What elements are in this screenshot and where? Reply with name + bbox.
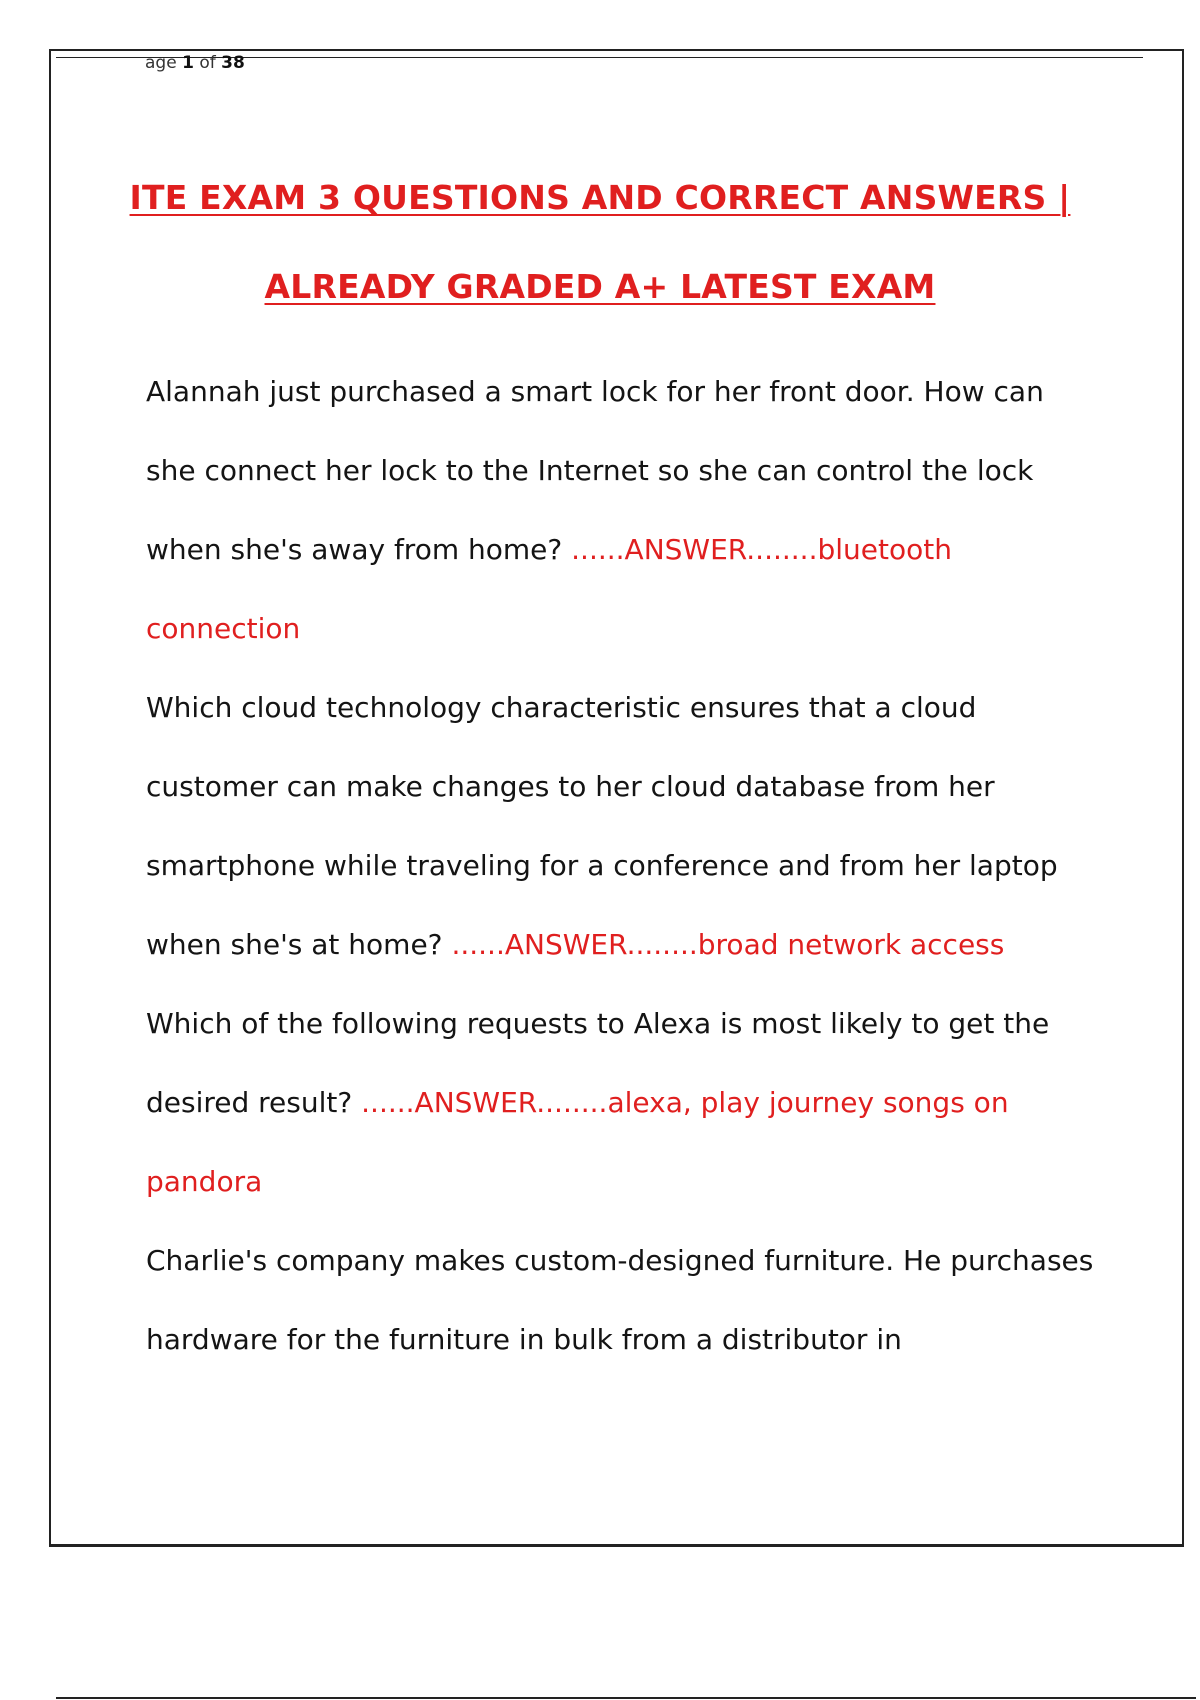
page-of: of [193, 53, 222, 73]
page-counter [145, 53, 245, 73]
document-title-line-1: ITE EXAM 3 QUESTIONS AND CORRECT ANSWERS | [129, 178, 1071, 217]
qa-item-4 [146, 1221, 1096, 1379]
qa-item-3 [146, 984, 1096, 1221]
question-text: Which of the following requests to Alexa is most likely to get the desired result? [146, 1007, 1050, 1119]
page-prefix: age [145, 53, 183, 73]
question-text: Charlie's company makes custom-designed furniture. He purchases hardware for the furniture in bulk from a distributor in [146, 1244, 1094, 1356]
document-title-line-2: ALREADY GRADED A+ LATEST EXAM [264, 267, 936, 306]
question-text: Alannah just purchased a smart lock for her front door. How can she connect her lock to the Internet so she can control the lock when she's away from home? [146, 375, 1044, 566]
qa-list [146, 352, 1096, 1379]
footer-rule [56, 1697, 1196, 1699]
answer-text: ......ANSWER........bluetooth connection [146, 533, 952, 645]
qa-item-1 [146, 352, 1096, 668]
question-text: Which cloud technology characteristic ensures that a cloud customer can make changes to her cloud database from her smartphone while traveling for a conference and from her laptop when she's at home? [146, 691, 1058, 961]
page-total: 38 [221, 53, 245, 73]
qa-item-2 [146, 668, 1096, 984]
answer-text: ......ANSWER........broad network access [451, 928, 1005, 961]
page-current: 1 [182, 53, 194, 73]
answer-text: ......ANSWER........alexa, play journey songs on pandora [146, 1086, 1009, 1198]
